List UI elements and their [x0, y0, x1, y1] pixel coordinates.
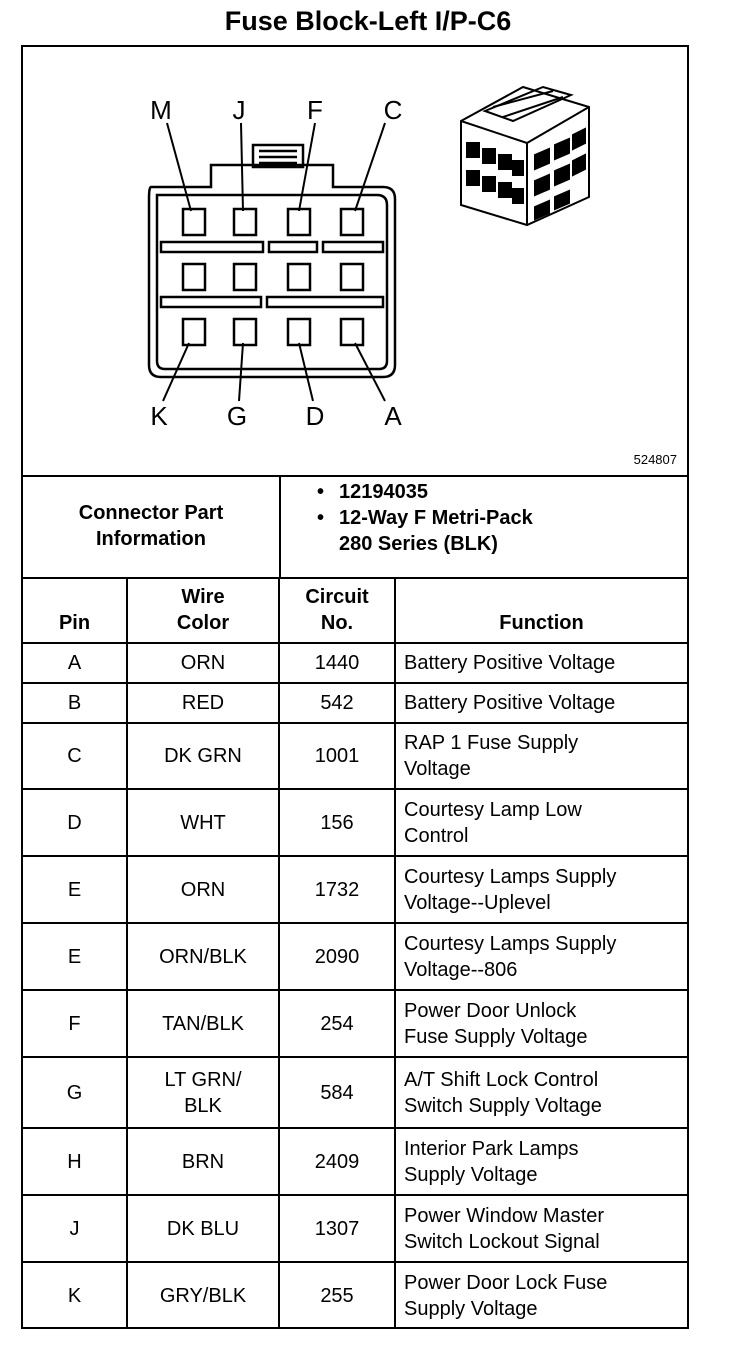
- cavity-h: [234, 264, 256, 290]
- cavity-j: [234, 209, 256, 235]
- function-cell: Battery Positive Voltage: [395, 683, 687, 723]
- table-row: [23, 923, 687, 990]
- connector-housing-inner: [157, 195, 387, 369]
- pin-cell: G: [23, 1057, 127, 1128]
- cavity-f: [288, 209, 310, 235]
- separator-bar: [323, 242, 383, 252]
- wire-color-cell: WHT: [127, 789, 279, 856]
- pin-label-g: G: [226, 401, 248, 431]
- pin-label-a: A: [384, 401, 402, 431]
- connector-info-list: [281, 479, 681, 557]
- separator-bar: [269, 242, 317, 252]
- wire-color-cell: DK GRN: [127, 723, 279, 789]
- leader-line: [299, 343, 313, 401]
- circuit-cell: 2409: [279, 1128, 395, 1195]
- pin-label-d: D: [305, 401, 325, 431]
- pin-cell: K: [23, 1262, 127, 1328]
- pin-cell: B: [23, 683, 127, 723]
- connector-sheet: [21, 45, 689, 1329]
- separator-bar: [267, 297, 383, 307]
- function-cell: Interior Park Lamps Supply Voltage: [395, 1128, 687, 1195]
- pin-cell: E: [23, 923, 127, 990]
- circuit-cell: 1440: [279, 643, 395, 683]
- pin-cell: J: [23, 1195, 127, 1262]
- pin-cell: C: [23, 723, 127, 789]
- pinout-table: [23, 577, 687, 1328]
- function-cell: Power Window Master Switch Lockout Signal: [395, 1195, 687, 1262]
- table-row: [23, 723, 687, 789]
- circuit-cell: 1732: [279, 856, 395, 923]
- circuit-cell: 542: [279, 683, 395, 723]
- pin-label-m: M: [150, 95, 172, 125]
- description-line1: 12-Way F Metri-Pack: [339, 507, 533, 529]
- wire-color-cell: RED: [127, 683, 279, 723]
- circuit-cell: 156: [279, 789, 395, 856]
- cavity-g: [234, 319, 256, 345]
- table-row: [23, 1057, 687, 1128]
- table-row: [23, 683, 687, 723]
- pin-cell: F: [23, 990, 127, 1057]
- cavity-b: [341, 264, 363, 290]
- wire-color-cell: BRN: [127, 1128, 279, 1195]
- pin-cell: E: [23, 856, 127, 923]
- leader-line: [355, 343, 385, 401]
- circuit-cell: 255: [279, 1262, 395, 1328]
- header-function: Function: [395, 577, 687, 643]
- pin-label-k: K: [150, 401, 168, 431]
- circuit-cell: 1307: [279, 1195, 395, 1262]
- leader-line: [167, 123, 191, 211]
- table-row: [23, 1262, 687, 1328]
- cavity-l: [183, 264, 205, 290]
- connector-info-label-line2: Information: [96, 528, 206, 550]
- connector-part-info: [23, 475, 687, 579]
- cavity-a: [341, 319, 363, 345]
- pin-label-c: C: [383, 95, 403, 125]
- cavity-m: [183, 209, 205, 235]
- description-item: [317, 505, 681, 557]
- connector-diagram: [23, 47, 687, 475]
- circuit-cell: 1001: [279, 723, 395, 789]
- table-row: [23, 643, 687, 683]
- function-cell: Courtesy Lamps Supply Voltage--Uplevel: [395, 856, 687, 923]
- header-pin: Pin: [23, 577, 127, 643]
- function-cell: Power Door Lock Fuse Supply Voltage: [395, 1262, 687, 1328]
- connector-info-label: [23, 475, 281, 577]
- wire-color-cell: ORN: [127, 856, 279, 923]
- cavity-k: [183, 319, 205, 345]
- pin-label-j: J: [232, 95, 246, 125]
- leader-line: [241, 123, 243, 211]
- wire-color-cell: ORN/BLK: [127, 923, 279, 990]
- table-row: [23, 990, 687, 1057]
- wire-color-cell: GRY/BLK: [127, 1262, 279, 1328]
- separator-bar: [161, 297, 261, 307]
- cavity-c: [341, 209, 363, 235]
- table-header-row: [23, 577, 687, 643]
- pin-cell: D: [23, 789, 127, 856]
- connector-info-label-line1: Connector Part: [78, 502, 224, 524]
- function-cell: A/T Shift Lock Control Switch Supply Voltage: [395, 1057, 687, 1128]
- pin-label-f: F: [307, 95, 323, 125]
- circuit-cell: 2090: [279, 923, 395, 990]
- circuit-cell: 584: [279, 1057, 395, 1128]
- function-cell: Courtesy Lamp Low Control: [395, 789, 687, 856]
- function-cell: Battery Positive Voltage: [395, 643, 687, 683]
- cavity-d: [288, 319, 310, 345]
- part-number: 12194035: [339, 481, 428, 503]
- wire-color-cell: LT GRN/ BLK: [127, 1057, 279, 1128]
- table-row: [23, 789, 687, 856]
- header-wire-color: Wire Color: [127, 577, 279, 643]
- leader-line: [239, 343, 243, 401]
- pin-cell: H: [23, 1128, 127, 1195]
- function-cell: RAP 1 Fuse Supply Voltage: [395, 723, 687, 789]
- header-circuit-no: Circuit No.: [279, 577, 395, 643]
- part-number-item: [317, 479, 681, 505]
- function-cell: Power Door Unlock Fuse Supply Voltage: [395, 990, 687, 1057]
- figure-number: 524807: [633, 452, 677, 467]
- function-cell: Courtesy Lamps Supply Voltage--806: [395, 923, 687, 990]
- wire-color-cell: DK BLU: [127, 1195, 279, 1262]
- table-row: [23, 1128, 687, 1195]
- pin-cell: A: [23, 643, 127, 683]
- circuit-cell: 254: [279, 990, 395, 1057]
- connector-figure: [23, 47, 687, 477]
- leader-line: [355, 123, 385, 211]
- description-line2: 280 Series (BLK): [339, 533, 498, 555]
- leader-line: [163, 343, 189, 401]
- page-title: Fuse Block-Left I/P-C6: [224, 6, 512, 36]
- table-row: [23, 1195, 687, 1262]
- table-row: [23, 856, 687, 923]
- separator-bar: [161, 242, 263, 252]
- wire-color-cell: TAN/BLK: [127, 990, 279, 1057]
- cavity-e: [288, 264, 310, 290]
- bullet-icon: •: [317, 481, 325, 503]
- wire-color-cell: ORN: [127, 643, 279, 683]
- connector-3d-view: [461, 87, 589, 225]
- bullet-icon: •: [317, 507, 325, 529]
